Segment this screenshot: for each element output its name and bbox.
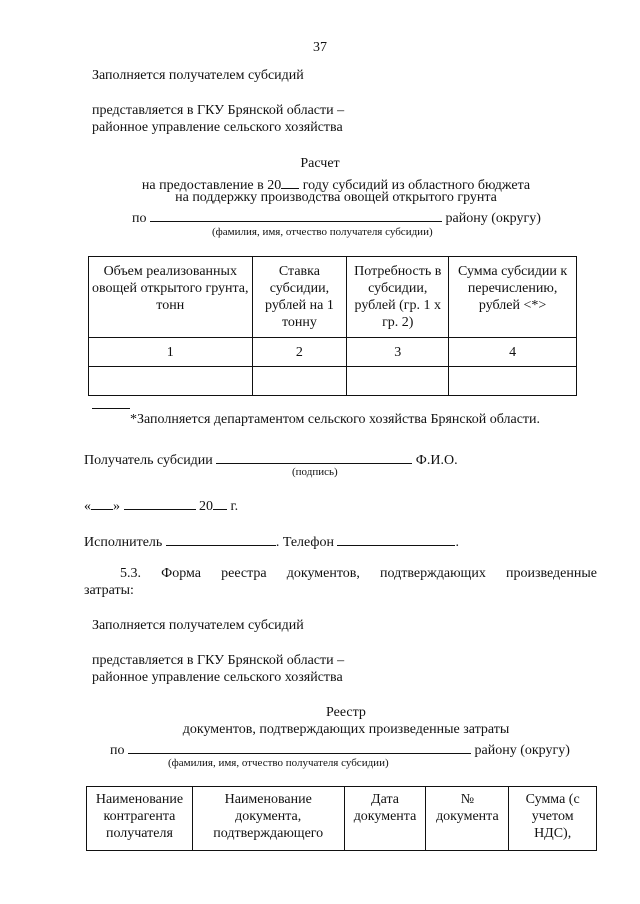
registry-region-suffix: району (округу) (474, 743, 570, 758)
year-blank (281, 174, 299, 189)
registry-table (86, 786, 597, 851)
region-line (132, 207, 541, 227)
registry-region-prefix: по (110, 743, 125, 758)
day-blank[interactable] (91, 495, 113, 510)
recipient-caption: (фамилия, имя, отчество получателя субсидии) (212, 226, 433, 238)
fio-label: Ф.И.О. (415, 453, 458, 468)
footnote: *Заполняется департаментом сельского хозяйства Брянской области. (130, 412, 541, 427)
page-number: 37 (313, 40, 327, 55)
month-blank[interactable] (124, 495, 196, 510)
executor-blank[interactable] (166, 531, 276, 546)
date-open-quote: « (84, 499, 91, 514)
calc-table-header-row (89, 257, 577, 338)
calc-header-need: Потребность в субсидии, рублей (гр. 1 х гр. 2) (347, 257, 449, 338)
calc-header-volume: Объем реализованных овощей открытого грунта, тонн (89, 257, 253, 338)
registry-heading-line1: 5.3. Форма реестра документов, подтверждающих произведенные (120, 566, 597, 581)
calc-table-empty-row (89, 367, 577, 396)
calc-table-number-row (89, 338, 577, 367)
registry-subtitle: документов, подтверждающих произведенные затраты (182, 722, 510, 737)
registry-table-header-row (87, 787, 597, 851)
filled-by-note: Заполняется получателем субсидий (92, 68, 304, 83)
registry-heading-line2: затраты: (84, 583, 134, 598)
phone-label: . Телефон (275, 535, 334, 550)
date-close-quote: » (113, 499, 120, 514)
phone-blank[interactable] (337, 531, 455, 546)
registry-submitted-to-line2: районное управление сельского хозяйства (92, 670, 343, 685)
registry-submitted-to-line1: представляется в ГКУ Брянской области – (92, 653, 345, 668)
calc-title: Расчет (300, 156, 340, 171)
registry-recipient-blank[interactable] (128, 739, 471, 754)
registry-header-number: № документа (426, 787, 509, 851)
submitted-to-line1: представляется в ГКУ Брянской области – (92, 103, 345, 118)
registry-header-amount: Сумма (с учетом НДС), (509, 787, 597, 851)
calc-subtitle-part-a: на предоставление в 20 (141, 178, 282, 193)
calc-header-sum: Сумма субсидии к перечислению, рублей <*> (449, 257, 577, 338)
calc-header-rate: Ставка субсидии, рублей на 1 тонну (252, 257, 347, 338)
submitted-to-line2: районное управление сельского хозяйства (92, 120, 343, 135)
registry-recipient-caption: (фамилия, имя, отчество получателя субсидии) (168, 757, 389, 769)
region-suffix: району (округу) (445, 211, 541, 226)
calc-col-number-2: 2 (252, 338, 347, 367)
date-year-suffix: г. (230, 499, 239, 514)
calc-subtitle-part-b: году субсидий из областного бюджета (299, 178, 531, 193)
calc-col-number-3: 3 (347, 338, 449, 367)
registry-region-line (110, 739, 570, 759)
date-line (84, 495, 238, 515)
phone-period: . (455, 535, 459, 550)
registry-header-date: Дата документа (344, 787, 426, 851)
calc-cell-empty[interactable] (449, 367, 577, 396)
region-prefix: по (132, 211, 147, 226)
calc-cell-empty[interactable] (252, 367, 347, 396)
recipient-signature-line (84, 449, 458, 469)
year-blank[interactable] (213, 495, 227, 510)
registry-header-document-name: Наименование документа, подтверждающего (192, 787, 344, 851)
signature-caption: (подпись) (292, 466, 338, 478)
footnote-rule (92, 408, 130, 409)
calc-col-number-1: 1 (89, 338, 253, 367)
recipient-name-blank (150, 207, 442, 222)
recipient-label: Получатель субсидии (84, 453, 213, 468)
calc-table (88, 256, 577, 396)
executor-line (84, 531, 459, 551)
registry-header-counterparty: Наименование контрагента получателя (87, 787, 193, 851)
calc-cell-empty[interactable] (347, 367, 449, 396)
calc-col-number-4: 4 (449, 338, 577, 367)
calc-subtitle-line2: на поддержку производства овощей открытого грунта (175, 190, 497, 205)
registry-filled-by: Заполняется получателем субсидий (92, 618, 304, 633)
registry-title: Реестр (326, 705, 366, 720)
date-year-prefix: 20 (199, 499, 213, 514)
signature-blank[interactable] (216, 449, 412, 464)
calc-cell-empty[interactable] (89, 367, 253, 396)
executor-label: Исполнитель (84, 535, 163, 550)
